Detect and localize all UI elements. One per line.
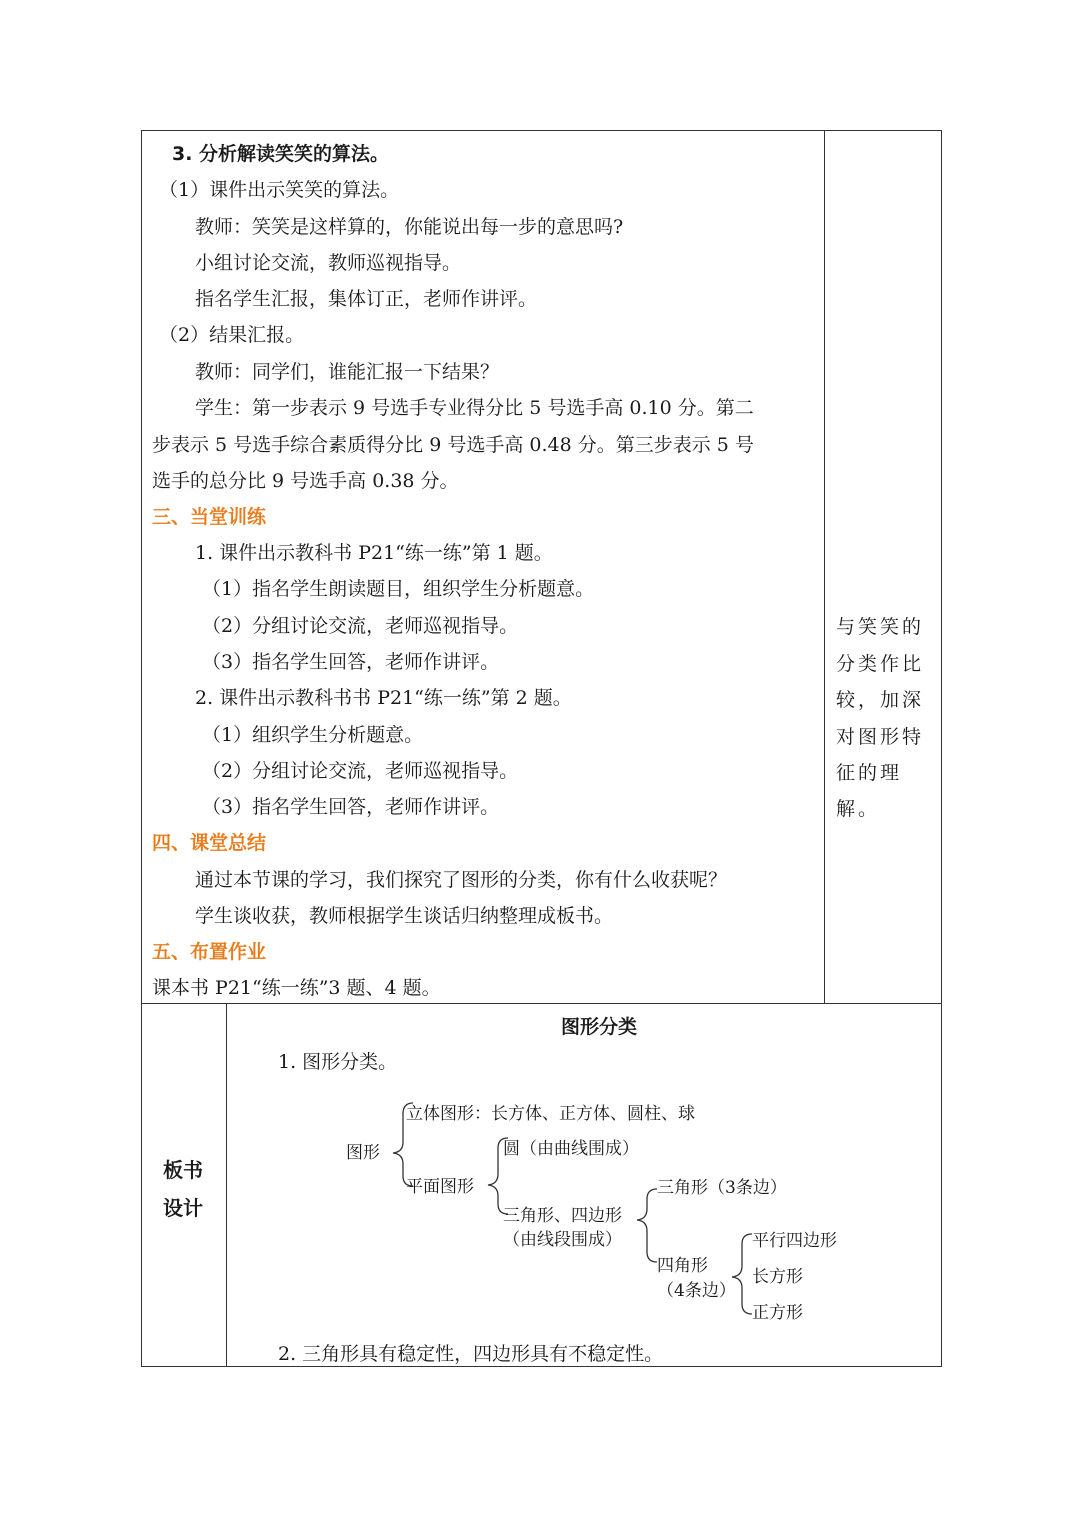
board-item2: 2. 三角形具有稳定性，四边形具有不稳定性。 [278, 1343, 664, 1365]
tree-root: 图形 [346, 1143, 380, 1163]
note-line: 与笑笑的 [836, 616, 925, 638]
part1-line: 指名学生汇报，集体订正，老师作讲评。 [195, 288, 538, 310]
part2-student: 学生：第一步表示 9 号选手专业得分比 5 号选手高 0.10 分。第二 [195, 397, 754, 419]
note-line: 对图形特 [836, 726, 925, 748]
board-label-cell [142, 1004, 227, 1367]
tree-triangle: 三角形（3条边） [657, 1178, 787, 1198]
part1-title: （1）课件出示笑笑的算法。 [159, 179, 400, 201]
tree-quad-note: （4条边） [657, 1281, 736, 1301]
practice-item: 2. 课件出示教科书书 P21“练一练”第 2 题。 [195, 687, 572, 709]
tree-polygon-note: （由线段围成） [503, 1230, 622, 1250]
summary-line: 学生谈收获，教师根据学生谈话归纳整理成板书。 [195, 905, 614, 927]
note-line: 征的理 [836, 762, 903, 784]
practice-item: （2）分组讨论交流，老师巡视指导。 [202, 760, 519, 782]
homework-line: 课本书 P21“练一练”3 题、4 题。 [152, 977, 441, 999]
teaching-process-row [142, 131, 942, 1004]
part1-line: 小组讨论交流，教师巡视指导。 [195, 252, 462, 274]
part2-student: 步表示 5 号选手综合素质得分比 9 号选手高 0.48 分。第三步表示 5 号 [152, 434, 754, 456]
part2-title: （2）结果汇报。 [159, 324, 305, 346]
lesson-content-cell [142, 131, 825, 1004]
note-line: 较，加深 [836, 689, 925, 711]
board-label-line2: 设计 [163, 1196, 203, 1220]
tree-circle: 圆（由曲线围成） [503, 1139, 639, 1159]
tree-quad: 四角形 [657, 1256, 708, 1276]
board-content-cell [227, 1004, 942, 1367]
practice-item: （1）指名学生朗读题目，组织学生分析题意。 [202, 578, 595, 600]
board-label-line1: 板书 [163, 1158, 203, 1182]
board-title: 图形分类 [561, 1016, 638, 1038]
note-line: 分类作比 [836, 653, 925, 675]
practice-item: （2）分组讨论交流，老师巡视指导。 [202, 615, 519, 637]
part2-student: 选手的总分比 9 号选手高 0.38 分。 [152, 470, 459, 492]
tree-polygon: 三角形、四边形 [503, 1206, 622, 1226]
board-item1: 1. 图形分类。 [278, 1051, 398, 1073]
heading-practice: 三、当堂训练 [152, 506, 267, 528]
note-line: 解。 [836, 798, 881, 820]
lesson-plan-table [141, 130, 942, 1367]
practice-item: （3）指名学生回答，老师作讲评。 [202, 796, 500, 818]
section3-title: 3. 分析解读笑笑的算法。 [172, 143, 390, 165]
tree-solid: 立体图形：长方体、正方体、圆柱、球 [406, 1104, 695, 1124]
part1-line: 教师：笑笑是这样算的，你能说出每一步的意思吗? [195, 216, 624, 238]
board-design-row [142, 1004, 942, 1367]
tree-square: 正方形 [752, 1303, 803, 1323]
summary-line: 通过本节课的学习，我们探究了图形的分类，你有什么收获呢？ [195, 869, 728, 891]
tree-plane: 平面图形 [406, 1177, 474, 1197]
part2-teacher: 教师：同学们，谁能汇报一下结果？ [195, 361, 500, 383]
heading-homework: 五、布置作业 [152, 941, 267, 963]
tree-rectangle: 长方形 [752, 1267, 803, 1287]
design-note-cell [825, 131, 942, 1004]
practice-item: （1）组织学生分析题意。 [202, 724, 424, 746]
heading-summary: 四、课堂总结 [152, 832, 267, 854]
classification-braces [227, 1004, 942, 1366]
practice-item: 1. 课件出示教科书 P21“练一练”第 1 题。 [195, 542, 553, 564]
tree-parallelogram: 平行四边形 [752, 1231, 837, 1251]
polygon-brace [637, 1189, 657, 1262]
practice-item: （3）指名学生回答，老师作讲评。 [202, 651, 500, 673]
